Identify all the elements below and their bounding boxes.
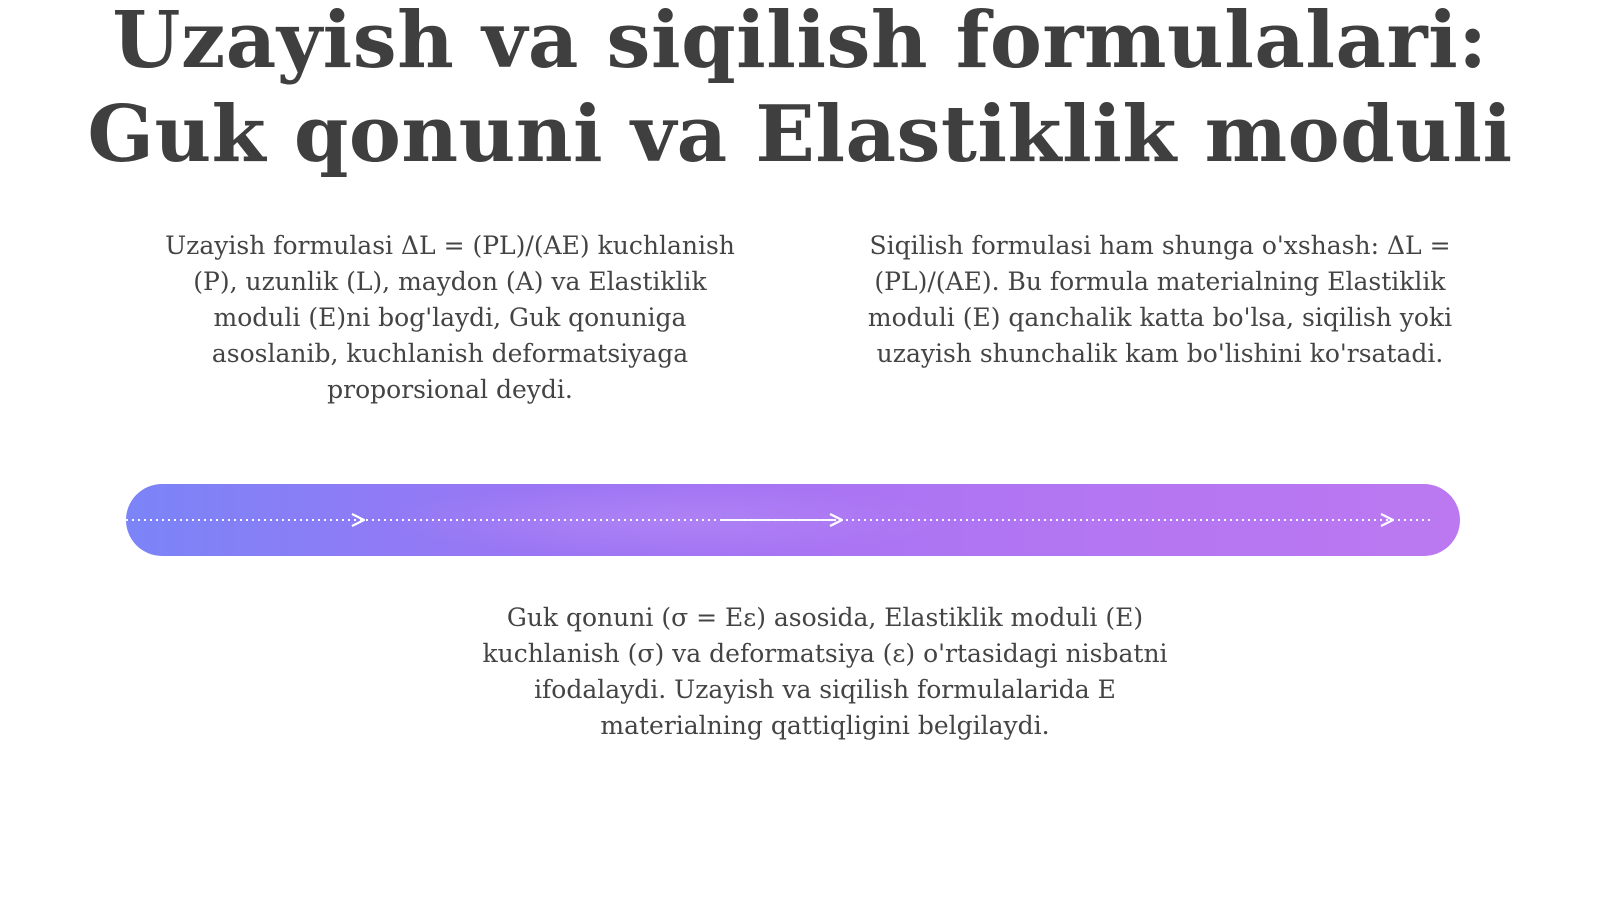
slide-title	[40, 0, 1560, 182]
timeline-arrows	[126, 484, 1460, 556]
compression-formula-text: Siqilish formulasi ham shunga o'xshash: ΔL = (PL)/(AE). Bu formula materialning Elastiklik moduli (E) qanchalik katta bo'lsa, siqilish yoki uzayish shunchalik kam bo'lishini ko'rsatadi.	[867, 231, 1453, 368]
timeline-bar	[126, 484, 1460, 556]
hooke-law-text: Guk qonuni (σ = Eε) asosida, Elastiklik moduli (E) kuchlanish (σ) va deformatsiya (ε) o'rtasidagi nisbatni ifodalaydi. Uzayish va siqilish formulalarida E materialning qattiqligini belgilaydi.	[482, 603, 1168, 740]
arrow-right-icon	[352, 514, 364, 526]
slide-title-line-2: Guk qonuni va Elastiklik moduli	[87, 89, 1513, 180]
slide-title-line-1: Uzayish va siqilish formulalari:	[112, 0, 1488, 86]
elongation-formula-text: Uzayish formulasi ΔL = (PL)/(AE) kuchlanish (P), uzunlik (L), maydon (A) va Elastiklik moduli (E)ni bog'laydi, Guk qonuniga asoslanib, kuchlanish deformatsiyaga proporsional deydi.	[165, 231, 735, 404]
